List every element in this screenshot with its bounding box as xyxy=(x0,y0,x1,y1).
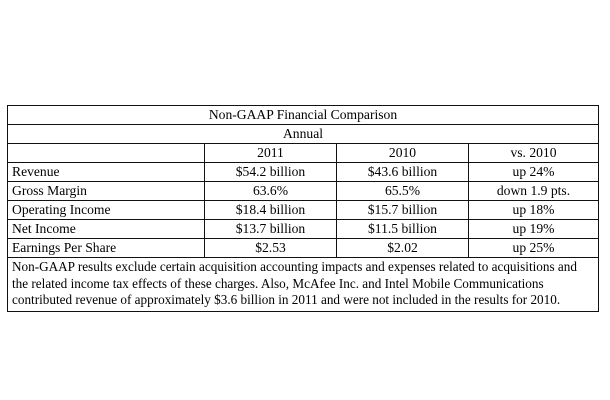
value-2010: $2.02 xyxy=(336,239,468,257)
change-vs-2010: up 24% xyxy=(468,163,598,181)
table-row xyxy=(8,219,598,238)
value-2011: 63.6% xyxy=(204,182,336,200)
row-label: Revenue xyxy=(12,164,60,179)
header-label-column xyxy=(8,144,204,162)
value-2010: $15.7 billion xyxy=(336,201,468,219)
header-2011: 2011 xyxy=(204,144,336,162)
value-2011: $18.4 billion xyxy=(204,201,336,219)
row-label: Earnings Per Share xyxy=(12,240,117,255)
table-header-row xyxy=(8,143,598,162)
value-2011: $54.2 billion xyxy=(204,163,336,181)
value-2010: $43.6 billion xyxy=(336,163,468,181)
financial-comparison-table xyxy=(7,105,599,312)
table-footnote: Non-GAAP results exclude certain acquisition accounting impacts and expenses related to acquisitions and the related income tax effects of these charges. Also, McAfee Inc. and Intel Mobile Communications contributed revenue of approximately $3.6 billion in 2011 and were not included in the results for 2010. xyxy=(8,257,598,311)
table-title-row xyxy=(8,106,598,124)
row-label: Net Income xyxy=(12,221,76,236)
value-2011: $13.7 billion xyxy=(204,220,336,238)
change-vs-2010: up 25% xyxy=(468,239,598,257)
table-row xyxy=(8,200,598,219)
table-row xyxy=(8,238,598,257)
value-2011: $2.53 xyxy=(204,239,336,257)
table-row xyxy=(8,181,598,200)
table-period-row xyxy=(8,124,598,143)
header-vs-2010: vs. 2010 xyxy=(468,144,598,162)
change-vs-2010: down 1.9 pts. xyxy=(468,182,598,200)
table-period: Annual xyxy=(282,126,324,141)
table-row xyxy=(8,162,598,181)
header-2010: 2010 xyxy=(336,144,468,162)
value-2010: $11.5 billion xyxy=(336,220,468,238)
table-title: Non-GAAP Financial Comparison xyxy=(208,107,398,122)
value-2010: 65.5% xyxy=(336,182,468,200)
change-vs-2010: up 18% xyxy=(468,201,598,219)
row-label: Gross Margin xyxy=(12,183,87,198)
row-label: Operating Income xyxy=(12,202,111,217)
change-vs-2010: up 19% xyxy=(468,220,598,238)
